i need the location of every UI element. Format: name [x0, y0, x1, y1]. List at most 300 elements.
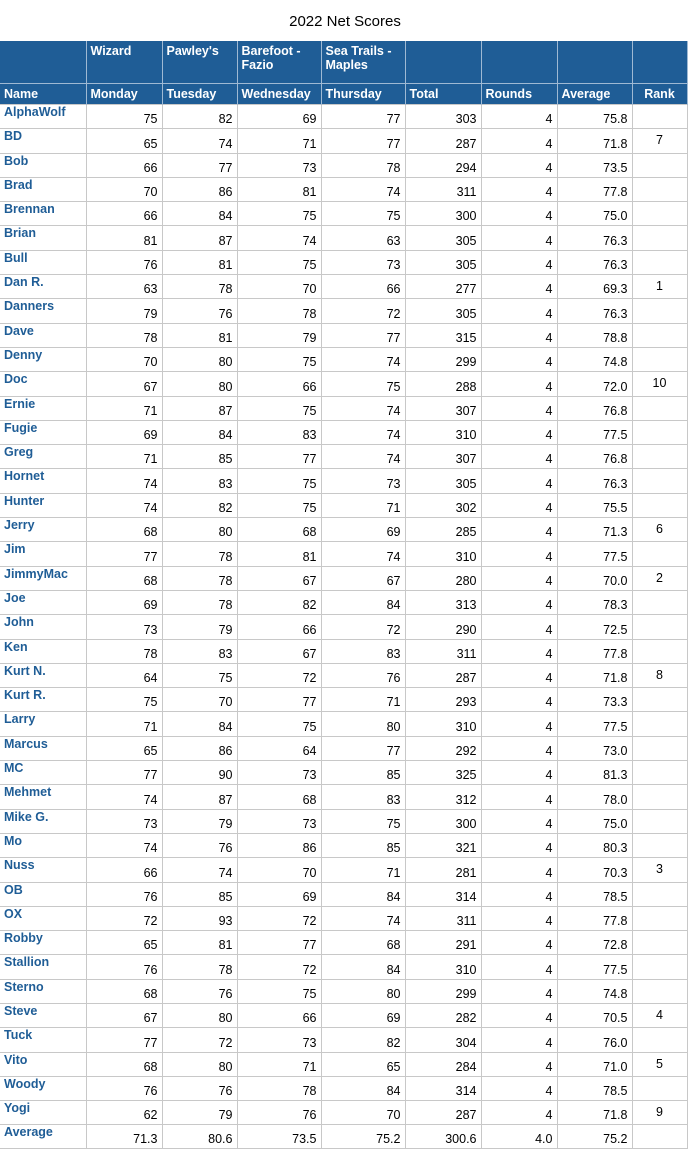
tuesday-cell: 79: [162, 809, 237, 833]
total-cell: 313: [405, 590, 481, 614]
wednesday-cell: 73: [237, 761, 321, 785]
thursday-cell: 70: [321, 1101, 405, 1125]
wednesday-cell: 72: [237, 663, 321, 687]
table-row: [0, 736, 687, 760]
rank-cell: [632, 347, 687, 371]
wednesday-cell: 81: [237, 542, 321, 566]
rounds-cell: 4: [481, 688, 557, 712]
monday-cell: 79: [86, 299, 162, 323]
tuesday-cell: 70: [162, 688, 237, 712]
table-row: [0, 299, 687, 323]
name-cell: Jerry: [0, 518, 86, 542]
rank-cell: [632, 1028, 687, 1052]
rank-cell: [632, 590, 687, 614]
table-row: [0, 712, 687, 736]
name-cell: Danners: [0, 299, 86, 323]
rounds-cell: 4: [481, 785, 557, 809]
course-header-wizard: Wizard: [86, 41, 162, 84]
average-cell: 77.8: [557, 177, 632, 201]
course-header-average: [557, 41, 632, 84]
average-cell: 81.3: [557, 761, 632, 785]
wednesday-cell: 70: [237, 275, 321, 299]
average-cell: 75.5: [557, 493, 632, 517]
name-cell: Hornet: [0, 469, 86, 493]
thursday-cell: 74: [321, 420, 405, 444]
total-cell: 310: [405, 712, 481, 736]
thursday-cell: 84: [321, 1076, 405, 1100]
monday-cell: 63: [86, 275, 162, 299]
table-row: [0, 445, 687, 469]
rounds-cell: 4: [481, 323, 557, 347]
monday-cell: 78: [86, 323, 162, 347]
wednesday-cell: 79: [237, 323, 321, 347]
wednesday-cell: 71: [237, 1052, 321, 1076]
table-row: [0, 615, 687, 639]
column-header-name: Name: [0, 84, 86, 105]
name-cell: Bob: [0, 153, 86, 177]
rank-cell: [632, 809, 687, 833]
average-cell: 76.8: [557, 445, 632, 469]
rounds-cell: 4: [481, 712, 557, 736]
monday-cell: 69: [86, 590, 162, 614]
monday-cell: 66: [86, 153, 162, 177]
name-cell: Bull: [0, 250, 86, 274]
thursday-cell: 80: [321, 979, 405, 1003]
name-cell: Mo: [0, 833, 86, 857]
tuesday-cell: 90: [162, 761, 237, 785]
thursday-cell: 74: [321, 396, 405, 420]
course-header-sea-trails: Sea Trails - Maples: [321, 41, 405, 84]
wednesday-cell: 67: [237, 566, 321, 590]
total-cell: 300: [405, 202, 481, 226]
thursday-cell: 73: [321, 250, 405, 274]
average-cell: 78.5: [557, 882, 632, 906]
rounds-cell: 4: [481, 1101, 557, 1125]
total-cell: 305: [405, 299, 481, 323]
name-cell: Kurt N.: [0, 663, 86, 687]
rounds-cell: 4: [481, 663, 557, 687]
column-header-thursday: Thursday: [321, 84, 405, 105]
table-row: [0, 275, 687, 299]
column-header-average: Average: [557, 84, 632, 105]
rounds-cell: 4: [481, 761, 557, 785]
monday-cell: 68: [86, 566, 162, 590]
name-cell: Ernie: [0, 396, 86, 420]
tuesday-cell: 85: [162, 445, 237, 469]
rank-cell: [632, 979, 687, 1003]
tuesday-cell: 75: [162, 663, 237, 687]
monday-cell: 65: [86, 129, 162, 153]
monday-cell: 67: [86, 1003, 162, 1027]
thursday-cell: 75.2: [321, 1125, 405, 1149]
tuesday-cell: 84: [162, 202, 237, 226]
tuesday-cell: 80: [162, 347, 237, 371]
thursday-cell: 71: [321, 858, 405, 882]
tuesday-cell: 82: [162, 493, 237, 517]
total-cell: 299: [405, 347, 481, 371]
monday-cell: 74: [86, 833, 162, 857]
wednesday-cell: 68: [237, 785, 321, 809]
tuesday-cell: 87: [162, 785, 237, 809]
monday-cell: 74: [86, 493, 162, 517]
table-row: [0, 372, 687, 396]
monday-cell: 64: [86, 663, 162, 687]
total-cell: 310: [405, 420, 481, 444]
table-row: [0, 761, 687, 785]
rank-cell: [632, 420, 687, 444]
rank-cell: [632, 1076, 687, 1100]
thursday-cell: 68: [321, 931, 405, 955]
total-cell: 307: [405, 445, 481, 469]
wednesday-cell: 75: [237, 469, 321, 493]
rank-cell: 5: [632, 1052, 687, 1076]
average-cell: 78.3: [557, 590, 632, 614]
tuesday-cell: 85: [162, 882, 237, 906]
average-cell: 71.0: [557, 1052, 632, 1076]
table-row: [0, 1052, 687, 1076]
rank-cell: 4: [632, 1003, 687, 1027]
monday-cell: 68: [86, 1052, 162, 1076]
rank-cell: [632, 906, 687, 930]
monday-cell: 73: [86, 615, 162, 639]
thursday-cell: 85: [321, 761, 405, 785]
thursday-cell: 74: [321, 177, 405, 201]
rounds-cell: 4: [481, 809, 557, 833]
table-row: [0, 420, 687, 444]
rounds-cell: 4: [481, 882, 557, 906]
average-cell: 72.8: [557, 931, 632, 955]
wednesday-cell: 66: [237, 372, 321, 396]
tuesday-cell: 76: [162, 833, 237, 857]
thursday-cell: 77: [321, 105, 405, 129]
name-cell: Steve: [0, 1003, 86, 1027]
rounds-cell: 4: [481, 129, 557, 153]
monday-cell: 71: [86, 712, 162, 736]
name-cell: Robby: [0, 931, 86, 955]
name-cell: Brennan: [0, 202, 86, 226]
average-cell: 73.3: [557, 688, 632, 712]
total-cell: 281: [405, 858, 481, 882]
total-cell: 310: [405, 542, 481, 566]
rank-cell: [632, 955, 687, 979]
wednesday-cell: 77: [237, 445, 321, 469]
thursday-cell: 85: [321, 833, 405, 857]
rank-cell: [632, 177, 687, 201]
column-header-rank: Rank: [632, 84, 687, 105]
rank-cell: [632, 736, 687, 760]
wednesday-cell: 72: [237, 955, 321, 979]
monday-cell: 65: [86, 736, 162, 760]
net-scores-table: [0, 41, 688, 1149]
rounds-cell: 4: [481, 566, 557, 590]
thursday-cell: 75: [321, 202, 405, 226]
name-cell: Ken: [0, 639, 86, 663]
total-cell: 288: [405, 372, 481, 396]
rounds-cell: 4: [481, 105, 557, 129]
thursday-cell: 82: [321, 1028, 405, 1052]
total-cell: 307: [405, 396, 481, 420]
thursday-cell: 78: [321, 153, 405, 177]
rounds-cell: 4: [481, 833, 557, 857]
name-cell: Marcus: [0, 736, 86, 760]
rank-cell: 9: [632, 1101, 687, 1125]
total-cell: 280: [405, 566, 481, 590]
average-cell: 75.8: [557, 105, 632, 129]
total-cell: 311: [405, 639, 481, 663]
tuesday-cell: 76: [162, 1076, 237, 1100]
name-cell: BD: [0, 129, 86, 153]
rank-cell: [632, 469, 687, 493]
monday-cell: 74: [86, 785, 162, 809]
monday-cell: 70: [86, 347, 162, 371]
wednesday-cell: 82: [237, 590, 321, 614]
table-row: [0, 566, 687, 590]
table-row: [0, 323, 687, 347]
thursday-cell: 84: [321, 955, 405, 979]
thursday-cell: 80: [321, 712, 405, 736]
total-cell: 311: [405, 906, 481, 930]
rounds-cell: 4: [481, 445, 557, 469]
thursday-cell: 71: [321, 688, 405, 712]
wednesday-cell: 76: [237, 1101, 321, 1125]
thursday-cell: 75: [321, 809, 405, 833]
average-cell: 76.3: [557, 250, 632, 274]
monday-cell: 68: [86, 518, 162, 542]
wednesday-cell: 70: [237, 858, 321, 882]
thursday-cell: 77: [321, 323, 405, 347]
name-cell: Doc: [0, 372, 86, 396]
monday-cell: 65: [86, 931, 162, 955]
rank-cell: 8: [632, 663, 687, 687]
tuesday-cell: 81: [162, 931, 237, 955]
table-row: [0, 177, 687, 201]
rounds-cell: 4: [481, 615, 557, 639]
tuesday-cell: 82: [162, 105, 237, 129]
average-cell: 74.8: [557, 979, 632, 1003]
rounds-cell: 4: [481, 1076, 557, 1100]
wednesday-cell: 66: [237, 1003, 321, 1027]
column-header-rounds: Rounds: [481, 84, 557, 105]
rounds-cell: 4: [481, 1028, 557, 1052]
table-row: [0, 129, 687, 153]
wednesday-cell: 75: [237, 979, 321, 1003]
name-cell: Yogi: [0, 1101, 86, 1125]
rank-cell: 3: [632, 858, 687, 882]
total-cell: 305: [405, 250, 481, 274]
average-cell: 72.5: [557, 615, 632, 639]
rank-cell: [632, 1125, 687, 1149]
total-cell: 305: [405, 469, 481, 493]
total-cell: 299: [405, 979, 481, 1003]
tuesday-cell: 80.6: [162, 1125, 237, 1149]
table-row: [0, 858, 687, 882]
total-cell: 300.6: [405, 1125, 481, 1149]
rank-cell: [632, 299, 687, 323]
thursday-cell: 71: [321, 493, 405, 517]
tuesday-cell: 78: [162, 590, 237, 614]
wednesday-cell: 75: [237, 202, 321, 226]
course-header-pawleys: Pawley's: [162, 41, 237, 84]
rank-cell: 2: [632, 566, 687, 590]
wednesday-cell: 72: [237, 906, 321, 930]
rank-cell: 7: [632, 129, 687, 153]
table-row: [0, 955, 687, 979]
rank-cell: [632, 931, 687, 955]
table-row: [0, 105, 687, 129]
name-cell: Woody: [0, 1076, 86, 1100]
total-cell: 287: [405, 663, 481, 687]
monday-cell: 77: [86, 542, 162, 566]
monday-cell: 71: [86, 445, 162, 469]
tuesday-cell: 86: [162, 736, 237, 760]
table-body: [0, 105, 687, 1149]
total-cell: 300: [405, 809, 481, 833]
total-cell: 294: [405, 153, 481, 177]
rounds-cell: 4: [481, 590, 557, 614]
table-row: [0, 1028, 687, 1052]
average-cell: 77.5: [557, 420, 632, 444]
wednesday-cell: 75: [237, 493, 321, 517]
rank-cell: [632, 688, 687, 712]
average-row: [0, 1125, 687, 1149]
wednesday-cell: 71: [237, 129, 321, 153]
average-cell: 76.3: [557, 469, 632, 493]
course-header-row: [0, 41, 687, 84]
course-header-barefoot: Barefoot - Fazio: [237, 41, 321, 84]
rank-cell: [632, 712, 687, 736]
name-cell: Brian: [0, 226, 86, 250]
monday-cell: 76: [86, 250, 162, 274]
tuesday-cell: 77: [162, 153, 237, 177]
thursday-cell: 65: [321, 1052, 405, 1076]
monday-cell: 74: [86, 469, 162, 493]
rank-cell: [632, 882, 687, 906]
rounds-cell: 4.0: [481, 1125, 557, 1149]
total-cell: 314: [405, 882, 481, 906]
table-row: [0, 1003, 687, 1027]
average-cell: 77.8: [557, 639, 632, 663]
tuesday-cell: 84: [162, 712, 237, 736]
wednesday-cell: 78: [237, 1076, 321, 1100]
average-cell: 78.5: [557, 1076, 632, 1100]
average-cell: 73.5: [557, 153, 632, 177]
thursday-cell: 74: [321, 445, 405, 469]
rounds-cell: 4: [481, 420, 557, 444]
total-cell: 287: [405, 1101, 481, 1125]
monday-cell: 75: [86, 688, 162, 712]
wednesday-cell: 69: [237, 882, 321, 906]
tuesday-cell: 87: [162, 226, 237, 250]
rounds-cell: 4: [481, 347, 557, 371]
average-cell: 76.3: [557, 226, 632, 250]
thursday-cell: 69: [321, 1003, 405, 1027]
rounds-cell: 4: [481, 858, 557, 882]
monday-cell: 66: [86, 202, 162, 226]
table-row: [0, 1101, 687, 1125]
average-cell: 71.8: [557, 1101, 632, 1125]
thursday-cell: 84: [321, 882, 405, 906]
name-cell: OB: [0, 882, 86, 906]
rounds-cell: 4: [481, 396, 557, 420]
monday-cell: 70: [86, 177, 162, 201]
wednesday-cell: 73: [237, 153, 321, 177]
rounds-cell: 4: [481, 202, 557, 226]
tuesday-cell: 80: [162, 372, 237, 396]
total-cell: 312: [405, 785, 481, 809]
rounds-cell: 4: [481, 250, 557, 274]
total-cell: 315: [405, 323, 481, 347]
average-cell: 77.5: [557, 955, 632, 979]
column-header-wednesday: Wednesday: [237, 84, 321, 105]
name-cell: JimmyMac: [0, 566, 86, 590]
tuesday-cell: 78: [162, 955, 237, 979]
tuesday-cell: 72: [162, 1028, 237, 1052]
average-cell: 75.0: [557, 809, 632, 833]
table-row: [0, 202, 687, 226]
rounds-cell: 4: [481, 177, 557, 201]
rank-cell: [632, 153, 687, 177]
table-row: [0, 250, 687, 274]
rank-cell: [632, 323, 687, 347]
wednesday-cell: 73.5: [237, 1125, 321, 1149]
tuesday-cell: 81: [162, 323, 237, 347]
table-row: [0, 518, 687, 542]
name-cell: John: [0, 615, 86, 639]
wednesday-cell: 81: [237, 177, 321, 201]
monday-cell: 68: [86, 979, 162, 1003]
name-cell: Nuss: [0, 858, 86, 882]
total-cell: 314: [405, 1076, 481, 1100]
name-cell: AlphaWolf: [0, 105, 86, 129]
wednesday-cell: 83: [237, 420, 321, 444]
course-header-total: [405, 41, 481, 84]
rounds-cell: 4: [481, 372, 557, 396]
tuesday-cell: 83: [162, 469, 237, 493]
wednesday-cell: 73: [237, 1028, 321, 1052]
wednesday-cell: 67: [237, 639, 321, 663]
average-cell: 70.3: [557, 858, 632, 882]
average-cell: 71.3: [557, 518, 632, 542]
name-cell: Tuck: [0, 1028, 86, 1052]
tuesday-cell: 78: [162, 542, 237, 566]
average-cell: 78.0: [557, 785, 632, 809]
column-header-tuesday: Tuesday: [162, 84, 237, 105]
wednesday-cell: 74: [237, 226, 321, 250]
wednesday-cell: 78: [237, 299, 321, 323]
table-row: [0, 1076, 687, 1100]
thursday-cell: 73: [321, 469, 405, 493]
name-cell: Stallion: [0, 955, 86, 979]
tuesday-cell: 80: [162, 1003, 237, 1027]
table-row: [0, 226, 687, 250]
rank-cell: [632, 493, 687, 517]
wednesday-cell: 75: [237, 347, 321, 371]
monday-cell: 69: [86, 420, 162, 444]
name-cell: Average: [0, 1125, 86, 1149]
rank-cell: [632, 761, 687, 785]
monday-cell: 81: [86, 226, 162, 250]
total-cell: 305: [405, 226, 481, 250]
table-row: [0, 639, 687, 663]
tuesday-cell: 80: [162, 518, 237, 542]
tuesday-cell: 76: [162, 299, 237, 323]
monday-cell: 71: [86, 396, 162, 420]
rank-cell: [632, 833, 687, 857]
rank-cell: [632, 615, 687, 639]
thursday-cell: 83: [321, 639, 405, 663]
table-row: [0, 469, 687, 493]
tuesday-cell: 78: [162, 275, 237, 299]
